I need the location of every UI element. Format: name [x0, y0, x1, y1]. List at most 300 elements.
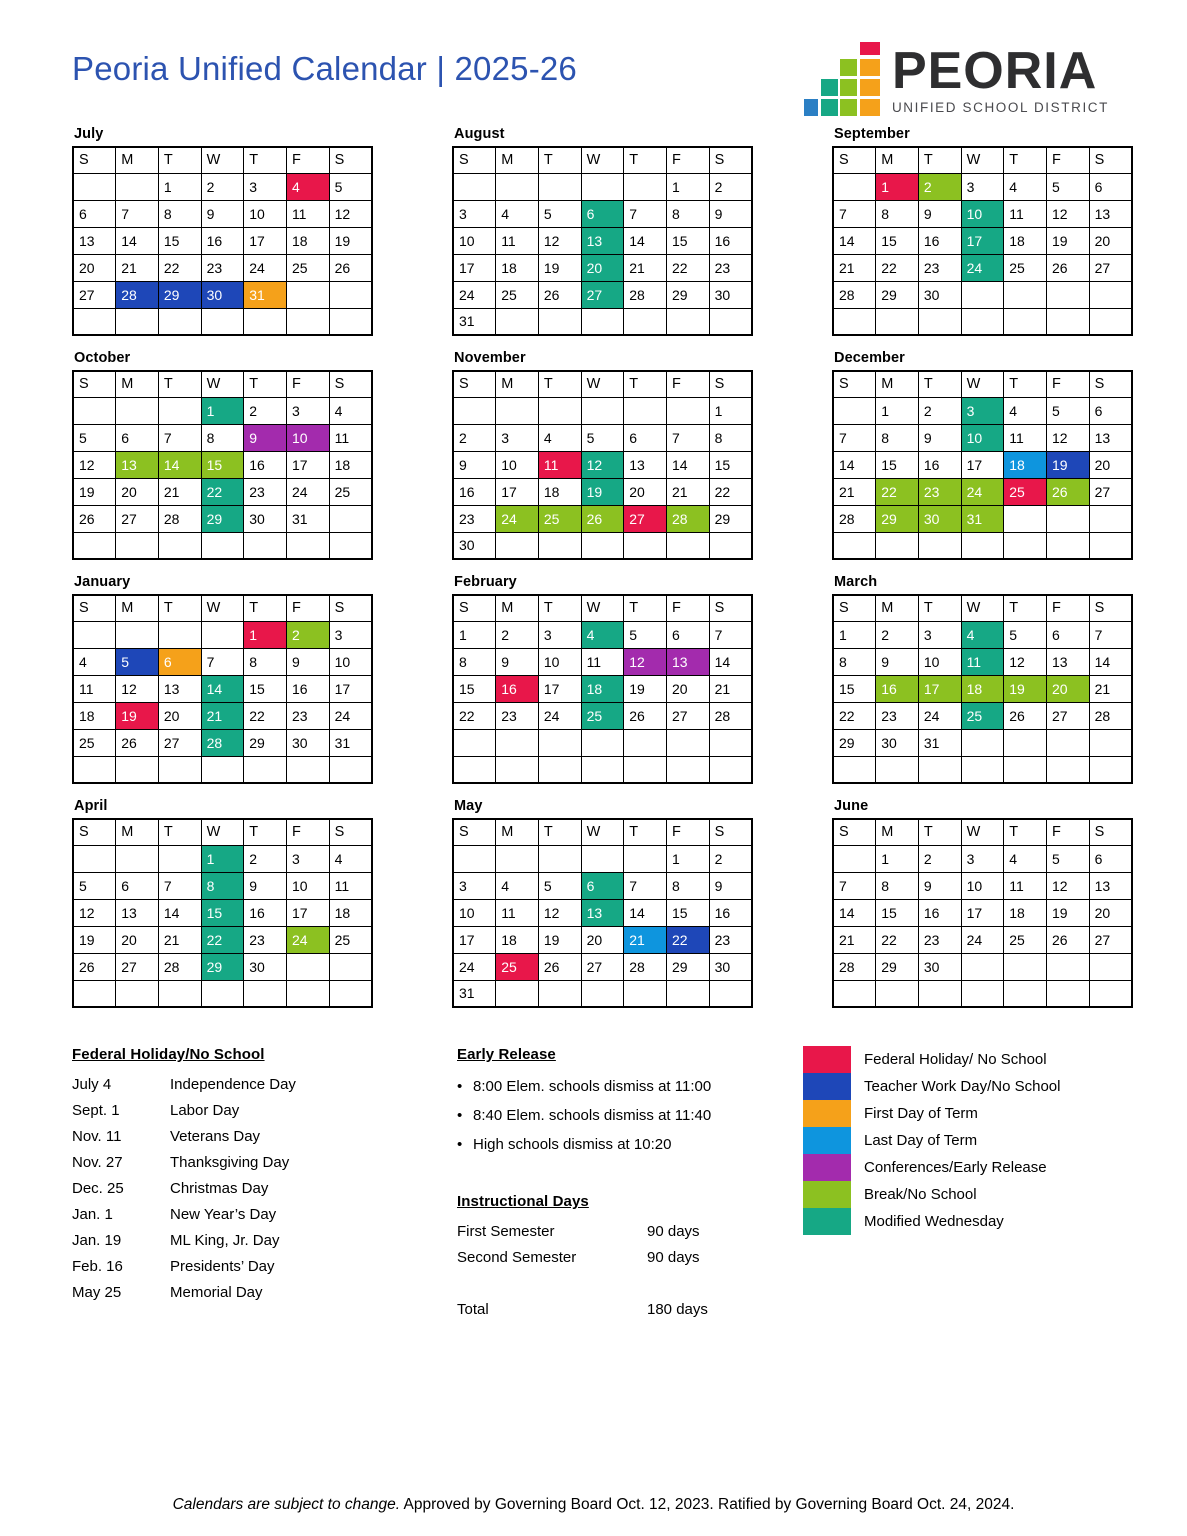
empty-day-cell	[1089, 532, 1132, 559]
empty-day-cell	[1089, 729, 1132, 756]
empty-day-cell	[666, 729, 709, 756]
week-row	[833, 953, 1132, 980]
week-row	[833, 675, 1132, 702]
day-cell: 7	[158, 872, 201, 899]
holiday-date: Feb. 16	[72, 1258, 123, 1275]
day-cell: 15	[709, 451, 752, 478]
month-block	[72, 126, 372, 336]
day-cell-highlighted: 27	[581, 281, 624, 308]
week-row	[453, 872, 752, 899]
holiday-name: Memorial Day	[170, 1284, 263, 1301]
day-cell-highlighted: 29	[876, 505, 919, 532]
day-cell: 3	[961, 173, 1004, 200]
week-row	[453, 899, 752, 926]
empty-day-cell	[833, 756, 876, 783]
day-cell: 13	[73, 227, 116, 254]
week-row	[833, 478, 1132, 505]
day-cell: 12	[329, 200, 372, 227]
day-cell: 17	[329, 675, 372, 702]
empty-day-cell	[1046, 532, 1089, 559]
day-cell: 21	[158, 478, 201, 505]
weekday-header-cell: S	[453, 147, 496, 173]
empty-day-cell	[666, 397, 709, 424]
legend-label: Modified Wednesday	[864, 1213, 1004, 1230]
empty-day-cell	[496, 532, 539, 559]
day-cell-highlighted: 13	[581, 227, 624, 254]
empty-day-cell	[1004, 953, 1047, 980]
day-cell: 11	[581, 648, 624, 675]
week-row	[833, 702, 1132, 729]
day-cell-highlighted: 28	[201, 729, 244, 756]
weekday-header-cell: T	[1004, 147, 1047, 173]
day-cell-highlighted: 24	[286, 926, 329, 953]
day-cell: 24	[329, 702, 372, 729]
day-cell: 14	[624, 899, 667, 926]
month-block	[72, 574, 372, 784]
day-cell: 6	[73, 200, 116, 227]
empty-day-cell	[116, 845, 159, 872]
empty-day-cell	[1046, 980, 1089, 1007]
weekday-header-row	[453, 371, 752, 397]
day-cell: 28	[709, 702, 752, 729]
day-cell: 4	[329, 397, 372, 424]
empty-day-cell	[1046, 729, 1089, 756]
week-row	[833, 845, 1132, 872]
day-cell: 9	[918, 200, 961, 227]
day-cell: 26	[538, 281, 581, 308]
day-cell: 23	[244, 926, 287, 953]
day-cell: 20	[624, 478, 667, 505]
week-row	[73, 872, 372, 899]
empty-day-cell	[244, 532, 287, 559]
day-cell: 26	[1046, 926, 1089, 953]
weekday-header-row	[833, 595, 1132, 621]
empty-day-cell	[453, 756, 496, 783]
weekday-header-cell: T	[538, 819, 581, 845]
day-cell: 11	[496, 899, 539, 926]
day-cell: 10	[329, 648, 372, 675]
day-cell: 11	[1004, 424, 1047, 451]
empty-day-cell	[624, 980, 667, 1007]
day-cell: 30	[286, 729, 329, 756]
day-cell: 8	[453, 648, 496, 675]
day-cell-highlighted: 12	[581, 451, 624, 478]
day-cell-highlighted: 6	[158, 648, 201, 675]
week-row	[73, 845, 372, 872]
day-cell: 20	[581, 926, 624, 953]
week-row	[73, 532, 372, 559]
day-cell: 31	[286, 505, 329, 532]
month-block	[452, 798, 752, 1008]
legend-row	[803, 1127, 1187, 1154]
month-title: March	[834, 574, 878, 590]
day-cell: 10	[918, 648, 961, 675]
day-cell-highlighted: 3	[961, 397, 1004, 424]
week-row	[73, 953, 372, 980]
day-cell: 12	[538, 227, 581, 254]
day-cell: 29	[666, 953, 709, 980]
logo-subtitle: UNIFIED SCHOOL DISTRICT	[891, 100, 1109, 116]
empty-day-cell	[73, 308, 116, 335]
day-cell: 5	[1046, 397, 1089, 424]
day-cell: 19	[329, 227, 372, 254]
weekday-header-cell: W	[201, 819, 244, 845]
day-cell: 7	[666, 424, 709, 451]
day-cell: 14	[833, 899, 876, 926]
empty-day-cell	[1089, 756, 1132, 783]
week-row	[833, 451, 1132, 478]
weekday-header-cell: M	[496, 819, 539, 845]
day-cell: 2	[918, 845, 961, 872]
month-block	[832, 350, 1132, 560]
day-cell: 16	[709, 227, 752, 254]
day-cell: 16	[201, 227, 244, 254]
week-row	[453, 254, 752, 281]
day-cell: 26	[1004, 702, 1047, 729]
week-row	[453, 424, 752, 451]
day-cell-highlighted: 14	[158, 451, 201, 478]
day-cell: 18	[73, 702, 116, 729]
color-legend	[797, 1046, 1187, 1323]
day-cell: 21	[158, 926, 201, 953]
day-cell: 17	[496, 478, 539, 505]
empty-day-cell	[73, 173, 116, 200]
month-block	[832, 574, 1132, 784]
day-cell: 14	[158, 899, 201, 926]
weekday-header-cell: M	[496, 371, 539, 397]
empty-day-cell	[918, 756, 961, 783]
weekday-header-row	[453, 819, 752, 845]
empty-day-cell	[581, 397, 624, 424]
day-cell: 20	[666, 675, 709, 702]
legend-color-swatch	[803, 1073, 851, 1100]
day-cell: 9	[453, 451, 496, 478]
weekday-header-row	[73, 147, 372, 173]
empty-day-cell	[329, 953, 372, 980]
empty-day-cell	[833, 980, 876, 1007]
day-cell: 9	[709, 872, 752, 899]
weekday-header-cell: F	[1046, 371, 1089, 397]
legend-row	[803, 1181, 1187, 1208]
empty-day-cell	[1004, 980, 1047, 1007]
week-row	[833, 424, 1132, 451]
day-cell: 15	[453, 675, 496, 702]
empty-day-cell	[244, 756, 287, 783]
day-cell-highlighted: 21	[624, 926, 667, 953]
weekday-header-cell: W	[201, 595, 244, 621]
weekday-header-cell: T	[244, 819, 287, 845]
day-cell: 20	[1089, 899, 1132, 926]
day-cell-highlighted: 26	[1046, 478, 1089, 505]
week-row	[453, 953, 752, 980]
day-cell: 30	[709, 953, 752, 980]
day-cell: 3	[538, 621, 581, 648]
day-cell: 3	[286, 845, 329, 872]
empty-day-cell	[538, 729, 581, 756]
day-cell: 15	[876, 899, 919, 926]
empty-day-cell	[918, 308, 961, 335]
day-cell-highlighted: 24	[961, 478, 1004, 505]
day-cell: 19	[538, 926, 581, 953]
day-cell: 23	[244, 478, 287, 505]
weekday-header-cell: W	[581, 147, 624, 173]
legend-row	[803, 1046, 1187, 1073]
week-row	[833, 281, 1132, 308]
day-cell: 26	[73, 505, 116, 532]
weekday-header-cell: T	[244, 371, 287, 397]
day-cell-highlighted: 9	[244, 424, 287, 451]
weekday-header-cell: S	[709, 819, 752, 845]
empty-day-cell	[286, 281, 329, 308]
day-cell: 16	[286, 675, 329, 702]
legend-color-swatch	[803, 1208, 851, 1235]
empty-day-cell	[833, 845, 876, 872]
day-cell: 26	[116, 729, 159, 756]
week-row	[73, 397, 372, 424]
day-cell: 23	[918, 926, 961, 953]
empty-day-cell	[453, 845, 496, 872]
day-cell: 25	[73, 729, 116, 756]
footer-approval-note: Approved by Governing Board Oct. 12, 2023. Ratified by Governing Board Oct. 24, 2024.	[400, 1496, 1015, 1513]
day-cell: 6	[1089, 397, 1132, 424]
day-cell: 18	[329, 899, 372, 926]
day-cell: 5	[581, 424, 624, 451]
holiday-date: Jan. 19	[72, 1232, 122, 1249]
empty-day-cell	[201, 532, 244, 559]
day-cell: 9	[286, 648, 329, 675]
day-cell-highlighted: 10	[286, 424, 329, 451]
week-row	[73, 505, 372, 532]
day-cell-highlighted: 25	[538, 505, 581, 532]
weekday-header-cell: S	[833, 819, 876, 845]
weekday-header-row	[833, 147, 1132, 173]
empty-day-cell	[581, 980, 624, 1007]
month-block	[72, 350, 372, 560]
day-cell: 2	[876, 621, 919, 648]
day-cell: 8	[666, 200, 709, 227]
day-cell: 9	[918, 872, 961, 899]
day-cell: 22	[876, 926, 919, 953]
day-cell: 15	[876, 227, 919, 254]
month-table	[832, 370, 1133, 560]
weekday-header-cell: S	[709, 371, 752, 397]
day-cell: 14	[709, 648, 752, 675]
empty-day-cell	[116, 621, 159, 648]
weekday-header-cell: F	[666, 371, 709, 397]
calendar-months-grid	[0, 120, 1187, 1022]
day-cell: 29	[666, 281, 709, 308]
holiday-name: Christmas Day	[170, 1180, 269, 1197]
empty-day-cell	[329, 505, 372, 532]
empty-day-cell	[286, 980, 329, 1007]
empty-day-cell	[624, 845, 667, 872]
empty-day-cell	[496, 980, 539, 1007]
day-cell: 7	[158, 424, 201, 451]
empty-day-cell	[329, 281, 372, 308]
empty-day-cell	[1004, 729, 1047, 756]
day-cell: 22	[833, 702, 876, 729]
empty-day-cell	[624, 397, 667, 424]
instructional-value: 90 days	[647, 1223, 700, 1240]
district-logo	[804, 42, 1109, 120]
day-cell: 1	[876, 397, 919, 424]
empty-day-cell	[286, 308, 329, 335]
weekday-header-cell: T	[624, 147, 667, 173]
empty-day-cell	[158, 980, 201, 1007]
day-cell: 26	[329, 254, 372, 281]
day-cell: 25	[496, 281, 539, 308]
day-cell-highlighted: 1	[244, 621, 287, 648]
day-cell: 12	[1046, 424, 1089, 451]
day-cell: 26	[1046, 254, 1089, 281]
day-cell: 16	[918, 899, 961, 926]
day-cell: 17	[453, 926, 496, 953]
holiday-name: Presidents’ Day	[170, 1258, 275, 1275]
week-row	[453, 926, 752, 953]
day-cell: 17	[538, 675, 581, 702]
empty-day-cell	[624, 756, 667, 783]
day-cell: 9	[709, 200, 752, 227]
empty-day-cell	[961, 729, 1004, 756]
empty-day-cell	[876, 308, 919, 335]
empty-day-cell	[833, 173, 876, 200]
day-cell: 14	[666, 451, 709, 478]
empty-day-cell	[73, 845, 116, 872]
empty-day-cell	[73, 532, 116, 559]
day-cell: 20	[1089, 451, 1132, 478]
weekday-header-cell: T	[1004, 819, 1047, 845]
day-cell: 15	[833, 675, 876, 702]
week-row	[833, 980, 1132, 1007]
weekday-header-cell: F	[1046, 819, 1089, 845]
day-cell-highlighted: 25	[1004, 478, 1047, 505]
holiday-date: Sept. 1	[72, 1102, 120, 1119]
week-row	[73, 281, 372, 308]
day-cell: 29	[876, 953, 919, 980]
weekday-header-cell: T	[538, 147, 581, 173]
day-cell: 28	[833, 281, 876, 308]
day-cell: 17	[453, 254, 496, 281]
day-cell: 29	[709, 505, 752, 532]
footer-note	[0, 1496, 1187, 1514]
footer-italic-note: Calendars are subject to change.	[172, 1496, 401, 1513]
day-cell: 17	[244, 227, 287, 254]
weekday-header-cell: W	[961, 371, 1004, 397]
legend-row	[803, 1154, 1187, 1181]
empty-day-cell	[329, 308, 372, 335]
empty-day-cell	[961, 281, 1004, 308]
day-cell: 21	[1089, 675, 1132, 702]
day-cell-highlighted: 13	[116, 451, 159, 478]
day-cell-highlighted: 13	[581, 899, 624, 926]
day-cell: 1	[876, 845, 919, 872]
day-cell: 5	[1046, 845, 1089, 872]
weekday-header-cell: M	[876, 595, 919, 621]
empty-day-cell	[876, 980, 919, 1007]
day-cell: 3	[918, 621, 961, 648]
day-cell: 18	[1004, 227, 1047, 254]
day-cell: 3	[453, 200, 496, 227]
week-row	[73, 980, 372, 1007]
day-cell: 31	[453, 980, 496, 1007]
day-cell: 23	[709, 926, 752, 953]
empty-day-cell	[116, 756, 159, 783]
week-row	[453, 845, 752, 872]
instructional-value: 180 days	[647, 1301, 708, 1318]
day-cell: 27	[1089, 478, 1132, 505]
empty-day-cell	[538, 308, 581, 335]
day-cell: 10	[244, 200, 287, 227]
instructional-label: First Semester	[457, 1223, 555, 1240]
week-row	[453, 308, 752, 335]
day-cell: 18	[329, 451, 372, 478]
day-cell-highlighted: 25	[496, 953, 539, 980]
day-cell: 5	[538, 200, 581, 227]
day-cell-highlighted: 15	[201, 451, 244, 478]
weekday-header-cell: T	[918, 595, 961, 621]
weekday-header-cell: T	[918, 819, 961, 845]
day-cell: 4	[496, 200, 539, 227]
day-cell-highlighted: 21	[201, 702, 244, 729]
day-cell-highlighted: 13	[666, 648, 709, 675]
day-cell: 2	[201, 173, 244, 200]
weekday-header-cell: M	[876, 819, 919, 845]
day-cell: 21	[709, 675, 752, 702]
weekday-header-cell: F	[1046, 595, 1089, 621]
holiday-name: Thanksgiving Day	[170, 1154, 290, 1171]
day-cell: 13	[1089, 424, 1132, 451]
day-cell: 14	[833, 227, 876, 254]
month-title: November	[454, 350, 526, 366]
empty-day-cell	[453, 729, 496, 756]
early-release-block	[457, 1046, 797, 1323]
empty-day-cell	[116, 980, 159, 1007]
weekday-header-cell: S	[453, 819, 496, 845]
weekday-header-cell: S	[1089, 819, 1132, 845]
week-row	[453, 648, 752, 675]
legend-label: Federal Holiday/ No School	[864, 1051, 1047, 1068]
holiday-row	[72, 1124, 457, 1150]
legend-row	[803, 1100, 1187, 1127]
empty-day-cell	[581, 308, 624, 335]
day-cell: 27	[1089, 254, 1132, 281]
holiday-date: Dec. 25	[72, 1180, 124, 1197]
empty-day-cell	[73, 980, 116, 1007]
empty-day-cell	[1089, 308, 1132, 335]
empty-day-cell	[918, 532, 961, 559]
day-cell: 19	[538, 254, 581, 281]
month-table	[832, 146, 1133, 336]
day-cell: 9	[201, 200, 244, 227]
day-cell-highlighted: 5	[116, 648, 159, 675]
day-cell: 3	[496, 424, 539, 451]
week-row	[453, 702, 752, 729]
empty-day-cell	[1004, 281, 1047, 308]
week-row	[833, 227, 1132, 254]
legend-color-swatch	[803, 1046, 851, 1073]
day-cell: 18	[1004, 899, 1047, 926]
day-cell: 8	[201, 424, 244, 451]
empty-day-cell	[538, 532, 581, 559]
day-cell: 7	[624, 872, 667, 899]
week-row	[73, 729, 372, 756]
month-table	[72, 818, 373, 1008]
day-cell: 24	[244, 254, 287, 281]
day-cell: 14	[833, 451, 876, 478]
day-cell: 17	[286, 451, 329, 478]
day-cell: 1	[833, 621, 876, 648]
day-cell: 30	[244, 953, 287, 980]
